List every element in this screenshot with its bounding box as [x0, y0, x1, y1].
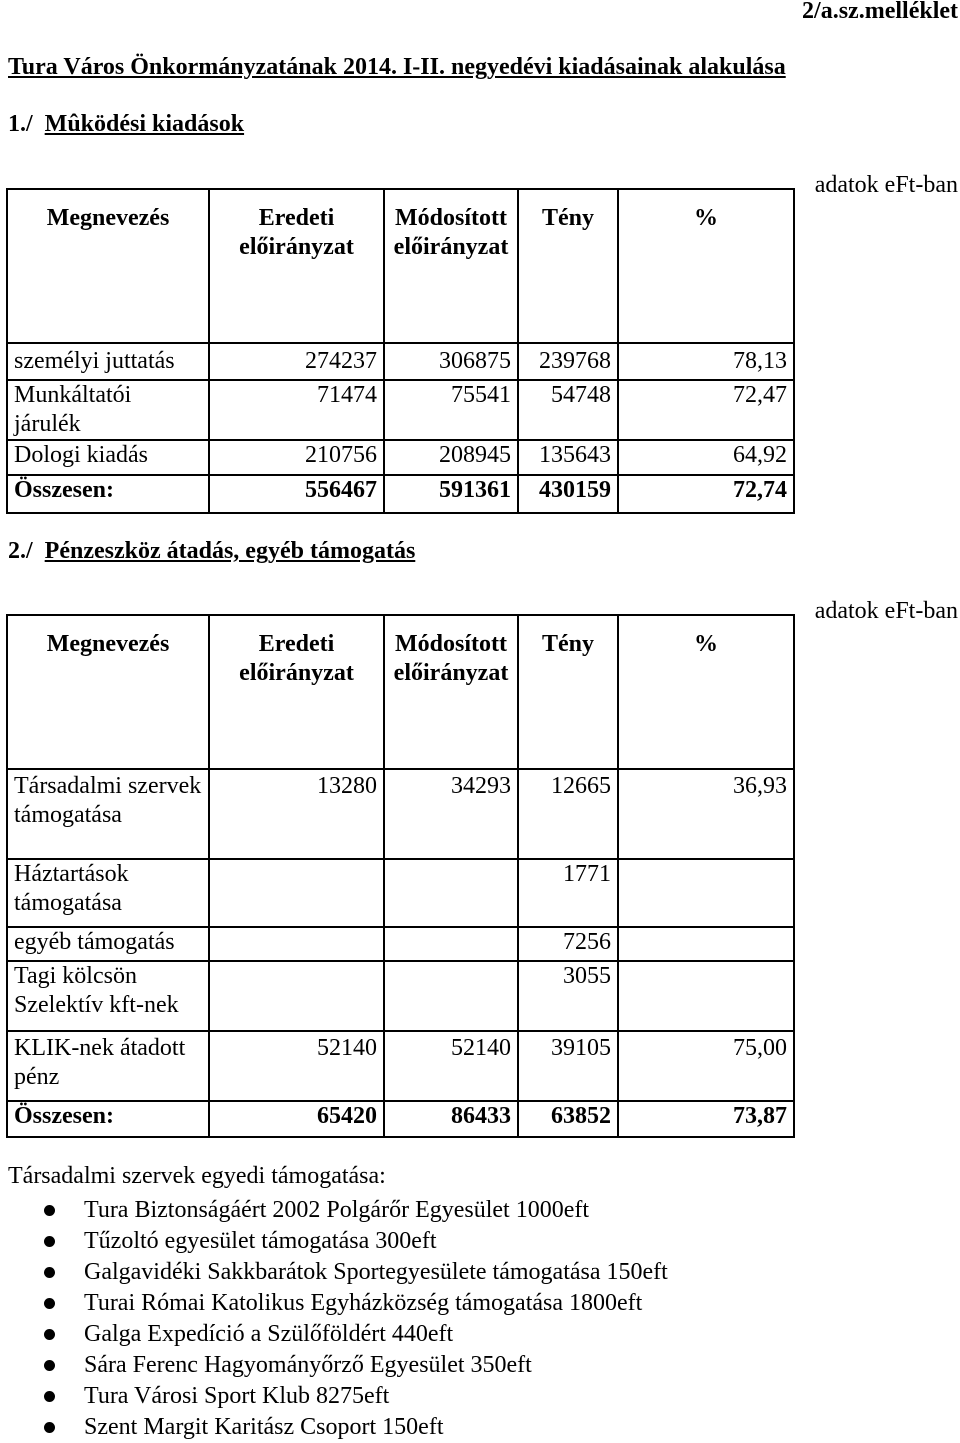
row-actual: 12665	[518, 769, 618, 859]
total-original: 556467	[209, 475, 384, 513]
table-row	[7, 927, 794, 961]
col-header-original: Eredeti előirányzat	[209, 615, 384, 769]
bullet-icon	[44, 1391, 55, 1402]
row-actual: 3055	[518, 961, 618, 1031]
row-actual: 239768	[518, 343, 618, 380]
total-row	[7, 475, 794, 513]
row-percent: 75,00	[618, 1031, 794, 1101]
section2-table	[6, 614, 795, 1138]
row-modified: 208945	[384, 440, 518, 475]
list-item	[0, 1319, 668, 1350]
col-header-modified: Módosított előirányzat	[384, 189, 518, 343]
row-modified: 34293	[384, 769, 518, 859]
list-item-text: Galgavidéki Sakkbarátok Sportegyesülete támogatása 150eft	[84, 1259, 668, 1285]
total-modified: 86433	[384, 1101, 518, 1137]
table-row	[7, 440, 794, 475]
row-actual: 39105	[518, 1031, 618, 1101]
row-original	[209, 927, 384, 961]
row-modified	[384, 927, 518, 961]
list-item	[0, 1381, 668, 1412]
total-actual: 63852	[518, 1101, 618, 1137]
list-item-text: Galga Expedíció a Szülőföldért 440eft	[84, 1321, 454, 1347]
row-actual: 1771	[518, 859, 618, 927]
section2-heading	[8, 538, 415, 565]
list-item-text: Sára Ferenc Hagyományőrző Egyesület 350eft	[84, 1352, 532, 1378]
row-actual: 135643	[518, 440, 618, 475]
row-actual: 7256	[518, 927, 618, 961]
section1-title: Mûködési kiadások	[44, 111, 245, 137]
notes-list	[0, 1195, 668, 1443]
row-name: KLIK-nek átadott pénz	[7, 1031, 209, 1101]
table-row	[7, 961, 794, 1031]
list-item	[0, 1257, 668, 1288]
row-modified	[384, 859, 518, 927]
row-modified	[384, 961, 518, 1031]
list-item-text: Tura Városi Sport Klub 8275eft	[84, 1383, 390, 1409]
total-name: Összesen:	[7, 1101, 209, 1137]
col-header-name: Megnevezés	[7, 189, 209, 343]
col-header-percent: %	[618, 615, 794, 769]
section1-unit-note: adatok eFt-ban	[814, 172, 958, 198]
total-name: Összesen:	[7, 475, 209, 513]
table-row	[7, 859, 794, 927]
row-percent	[618, 961, 794, 1031]
table-row	[7, 380, 794, 440]
table-row	[7, 343, 794, 380]
row-name: személyi juttatás	[7, 343, 209, 380]
total-modified: 591361	[384, 475, 518, 513]
list-item-text: Tura Biztonságáért 2002 Polgárőr Egyesület 1000eft	[84, 1197, 590, 1223]
row-original	[209, 961, 384, 1031]
col-header-actual: Tény	[518, 615, 618, 769]
row-original: 52140	[209, 1031, 384, 1101]
row-name: Dologi kiadás	[7, 440, 209, 475]
section1-heading	[8, 111, 244, 138]
section2-unit-note: adatok eFt-ban	[814, 598, 958, 624]
total-percent: 73,87	[618, 1101, 794, 1137]
total-actual: 430159	[518, 475, 618, 513]
row-percent: 36,93	[618, 769, 794, 859]
row-original	[209, 859, 384, 927]
section2-header-row	[7, 615, 794, 769]
bullet-icon	[44, 1298, 55, 1309]
row-original: 71474	[209, 380, 384, 440]
row-modified: 306875	[384, 343, 518, 380]
row-name: egyéb támogatás	[7, 927, 209, 961]
col-header-original: Eredeti előirányzat	[209, 189, 384, 343]
row-percent: 72,47	[618, 380, 794, 440]
section1-number: 1./	[8, 111, 33, 137]
section1-header-row	[7, 189, 794, 343]
row-name: Munkáltatói járulék	[7, 380, 209, 440]
row-percent: 78,13	[618, 343, 794, 380]
bullet-icon	[44, 1267, 55, 1278]
section2-title: Pénzeszköz átadás, egyéb támogatás	[44, 538, 416, 564]
row-original: 210756	[209, 440, 384, 475]
list-item	[0, 1288, 668, 1319]
table-row	[7, 1031, 794, 1101]
list-item	[0, 1412, 668, 1443]
row-percent	[618, 859, 794, 927]
col-header-name: Megnevezés	[7, 615, 209, 769]
row-percent	[618, 927, 794, 961]
list-item-text: Turai Római Katolikus Egyházközség támogatása 1800eft	[84, 1290, 643, 1316]
bullet-icon	[44, 1422, 55, 1433]
col-header-actual: Tény	[518, 189, 618, 343]
bullet-icon	[44, 1205, 55, 1216]
section1-table	[6, 188, 795, 514]
table-row	[7, 769, 794, 859]
total-original: 65420	[209, 1101, 384, 1137]
notes-title: Társadalmi szervek egyedi támogatása:	[8, 1163, 386, 1189]
bullet-icon	[44, 1360, 55, 1371]
list-item	[0, 1226, 668, 1257]
total-percent: 72,74	[618, 475, 794, 513]
bullet-icon	[44, 1329, 55, 1340]
row-name: Társadalmi szervek támogatása	[7, 769, 209, 859]
row-original: 274237	[209, 343, 384, 380]
row-modified: 75541	[384, 380, 518, 440]
list-item-text: Tűzoltó egyesület támogatása 300eft	[84, 1228, 437, 1254]
bullet-icon	[44, 1236, 55, 1247]
row-original: 13280	[209, 769, 384, 859]
row-actual: 54748	[518, 380, 618, 440]
row-name: Háztartások támogatása	[7, 859, 209, 927]
col-header-percent: %	[618, 189, 794, 343]
section2-number: 2./	[8, 538, 33, 564]
row-modified: 52140	[384, 1031, 518, 1101]
document-title: Tura Város Önkormányzatának 2014. I-II. negyedévi kiadásainak alakulása	[8, 54, 786, 80]
row-name: Tagi kölcsön Szelektív kft-nek	[7, 961, 209, 1031]
list-item	[0, 1350, 668, 1381]
row-percent: 64,92	[618, 440, 794, 475]
list-item	[0, 1195, 668, 1226]
annex-label: 2/a.sz.melléklet	[802, 0, 958, 24]
total-row	[7, 1101, 794, 1137]
col-header-modified: Módosított előirányzat	[384, 615, 518, 769]
list-item-text: Szent Margit Karitász Csoport 150eft	[84, 1414, 444, 1440]
